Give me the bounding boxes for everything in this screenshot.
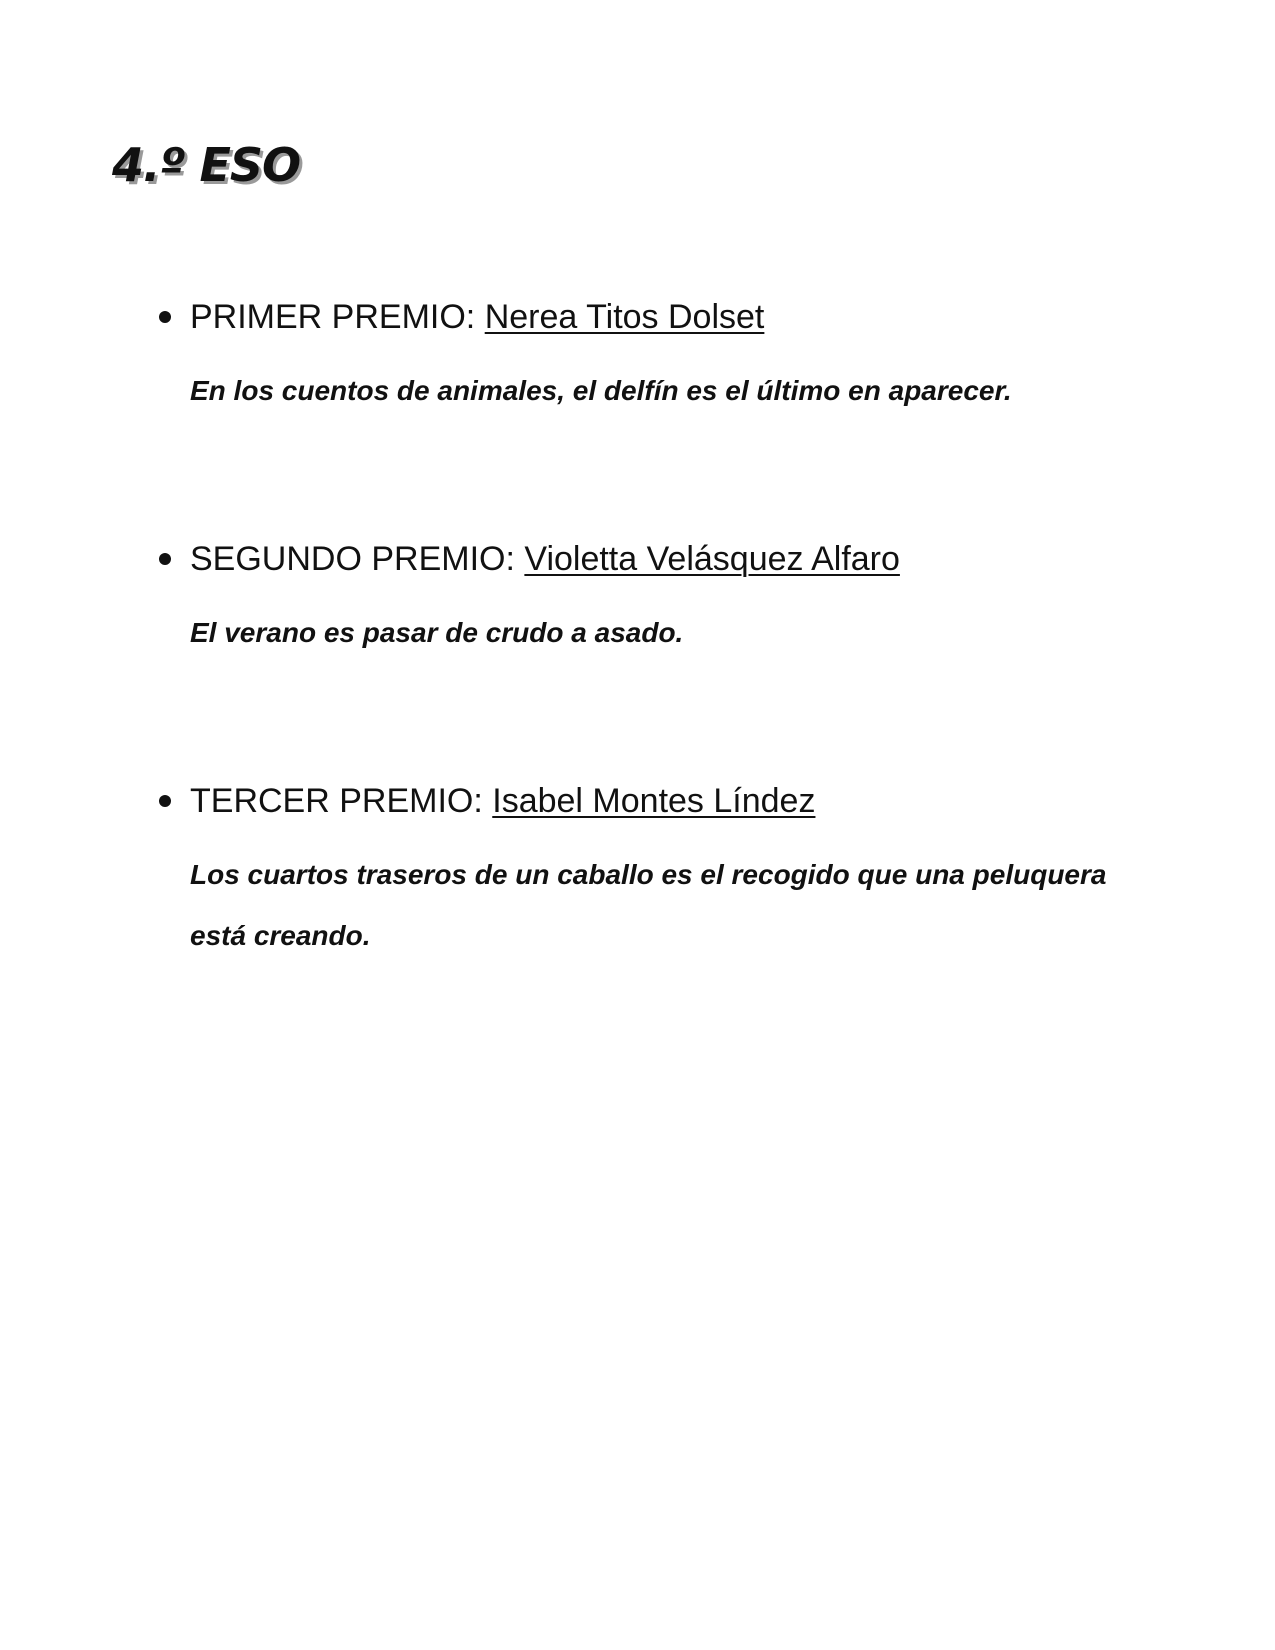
- winner-name: Isabel Montes Líndez: [492, 782, 816, 820]
- prize-item-first: [148, 296, 1148, 421]
- prize-label: SEGUNDO PREMIO:: [190, 540, 525, 578]
- prize-sentence: En los cuentos de animales, el delfín es el último en aparecer.: [190, 375, 1012, 406]
- bullet-icon: [159, 553, 171, 565]
- prize-label: TERCER PREMIO:: [190, 782, 493, 820]
- prize-label: PRIMER PREMIO:: [190, 298, 485, 336]
- prize-sentence: El verano es pasar de crudo a asado.: [190, 617, 684, 648]
- winner-name: Nerea Titos Dolset: [484, 298, 765, 336]
- prize-heading: [148, 296, 1148, 338]
- bullet-icon: [159, 311, 171, 323]
- winner-name: Violetta Velásquez Alfaro: [524, 540, 900, 578]
- prize-heading: [148, 780, 1148, 822]
- prize-item-second: [148, 538, 1148, 663]
- prize-item-third: [148, 780, 1148, 966]
- page-title: 4.º ESO: [112, 138, 301, 192]
- prize-heading: [148, 538, 1148, 580]
- prize-sentence: Los cuartos traseros de un caballo es el recogido que una peluquera está creando.: [190, 859, 1107, 951]
- bullet-icon: [159, 795, 171, 807]
